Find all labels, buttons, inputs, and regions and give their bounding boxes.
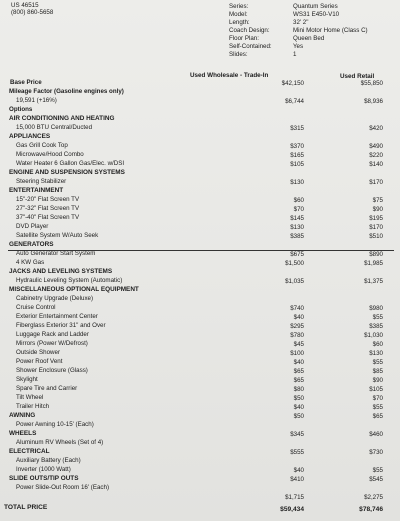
retail-value: $1,375	[364, 278, 383, 285]
row-label: Aluminum RV Wheels (Set of 4)	[16, 439, 104, 446]
wholesale-value: $295	[290, 323, 304, 330]
spec-label: Slides:	[229, 51, 248, 58]
row-label: Skylight	[16, 376, 38, 383]
retail-value: $55	[372, 467, 383, 474]
row-label: Satellite System W/Auto Seek	[16, 232, 99, 239]
wholesale-value: $40	[293, 467, 304, 474]
section-heading: AIR CONDITIONING AND HEATING	[9, 115, 115, 122]
retail-value: $545	[369, 476, 383, 483]
row-label: 15"-20" Flat Screen TV	[16, 196, 80, 203]
retail-value: $90	[372, 377, 383, 384]
section-heading: GENERATORS	[9, 241, 54, 248]
retail-column-header: Used Retail	[340, 73, 375, 80]
row-label: Power Slide-Out Room 16' (Each)	[16, 484, 109, 491]
retail-value: $105	[369, 386, 383, 393]
wholesale-value: $80	[293, 386, 304, 393]
zip-text: US 46515	[11, 2, 39, 9]
row-label: Luggage Rack and Ladder	[16, 331, 89, 338]
retail-value: $8,936	[364, 98, 383, 105]
row-label: Options	[9, 106, 33, 113]
row-label: Auto Generator Start System	[16, 250, 96, 257]
row-label: Tilt Wheel	[16, 394, 44, 401]
row-label: DVD Player	[16, 223, 49, 230]
row-label: Water Heater 6 Gallon Gas/Elec. w/DSI	[16, 160, 125, 167]
retail-value: $510	[369, 233, 383, 240]
row-label: 15,000 BTU Central/Ducted	[16, 124, 93, 131]
retail-value: $60	[372, 341, 383, 348]
retail-value: $85	[372, 368, 383, 375]
retail-value: $55,850	[360, 80, 383, 87]
wholesale-value: $45	[293, 341, 304, 348]
wholesale-value: $315	[290, 125, 304, 132]
retail-value: $385	[369, 323, 383, 330]
wholesale-value: $130	[290, 224, 304, 231]
wholesale-value: $370	[290, 143, 304, 150]
wholesale-value: $65	[293, 377, 304, 384]
retail-value: $75	[372, 197, 383, 204]
retail-value: $490	[369, 143, 383, 150]
wholesale-value: $60	[293, 197, 304, 204]
row-label: Spare Tire and Carrier	[16, 385, 78, 392]
section-heading: SLIDE OUTS/TIP OUTS	[9, 475, 79, 482]
wholesale-value: $780	[290, 332, 304, 339]
wholesale-value: $1,715	[285, 494, 304, 501]
row-label: Power Awning 10-15' (Each)	[16, 421, 94, 428]
spec-value: WS31 E450-V10	[293, 11, 340, 18]
section-heading: MISCELLANEOUS OPTIONAL EQUIPMENT	[9, 286, 139, 293]
spec-label: Self-Contained:	[229, 43, 272, 50]
row-label: Mirrors (Power W/Defrost)	[16, 340, 88, 347]
retail-value: $1,985	[364, 260, 383, 267]
section-heading: AWNING	[9, 412, 36, 419]
wholesale-value: $1,500	[285, 260, 304, 267]
row-label: Cruise Control	[16, 304, 56, 311]
retail-value: $55	[372, 404, 383, 411]
wholesale-column-header: Used Wholesale - Trade-In	[190, 72, 269, 79]
row-label: Inverter (1000 Watt)	[16, 466, 71, 473]
spec-label: Floor Plan:	[229, 35, 259, 42]
wholesale-value: $165	[290, 152, 304, 159]
wholesale-value: $740	[290, 305, 304, 312]
row-label: Outside Shower	[16, 349, 61, 356]
row-label: Shower Enclosure (Glass)	[16, 367, 88, 374]
section-heading: WHEELS	[9, 430, 37, 437]
retail-value: $220	[369, 152, 383, 159]
spec-value: 1	[293, 51, 297, 58]
wholesale-value: $50	[293, 395, 304, 402]
wholesale-value: $40	[293, 359, 304, 366]
row-label: 4 KW Gas	[16, 259, 45, 266]
wholesale-value: $100	[290, 350, 304, 357]
retail-value: $90	[372, 206, 383, 213]
spec-value: Quantum Series	[293, 3, 338, 10]
total-retail: $78,746	[359, 506, 383, 513]
spec-value: Queen Bed	[293, 35, 325, 42]
wholesale-value: $105	[290, 161, 304, 168]
retail-value: $65	[372, 413, 383, 420]
spec-label: Coach Design:	[229, 27, 270, 34]
spec-label: Series:	[229, 3, 249, 10]
wholesale-value: $410	[290, 476, 304, 483]
row-label: Fiberglass Exterior 31" and Over	[16, 322, 106, 329]
retail-value: $55	[372, 359, 383, 366]
retail-value: $460	[369, 431, 383, 438]
row-label: Microwave/Hood Combo	[16, 151, 84, 158]
wholesale-value: $385	[290, 233, 304, 240]
section-heading: ELECTRICAL	[9, 448, 50, 455]
retail-value: $70	[372, 395, 383, 402]
spec-label: Model:	[229, 11, 248, 18]
retail-value: $980	[369, 305, 383, 312]
row-label: Gas Grill Cook Top	[16, 142, 68, 149]
row-label: Base Price	[10, 79, 42, 86]
wholesale-value: $555	[290, 449, 304, 456]
row-label: Hydraulic Leveling System (Automatic)	[16, 277, 123, 284]
retail-value: $140	[369, 161, 383, 168]
row-label: 27"-32" Flat Screen TV	[16, 205, 80, 212]
retail-value: $55	[372, 314, 383, 321]
wholesale-value: $6,744	[285, 98, 304, 105]
total-wholesale: $59,434	[280, 506, 304, 513]
section-heading: APPLIANCES	[9, 133, 51, 140]
row-label: Mileage Factor (Gasoline engines only)	[9, 88, 124, 95]
wholesale-value: $65	[293, 368, 304, 375]
retail-value: $195	[369, 215, 383, 222]
wholesale-value: $40	[293, 404, 304, 411]
phone-text: (800) 860-5658	[11, 9, 54, 16]
row-label: Cabinetry Upgrade (Deluxe)	[16, 295, 94, 302]
wholesale-value: $675	[290, 251, 304, 258]
row-label: Auxiliary Battery (Each)	[16, 457, 81, 464]
retail-value: $890	[369, 251, 383, 258]
section-heading: JACKS AND LEVELING SYSTEMS	[9, 268, 113, 275]
retail-value: $420	[369, 125, 383, 132]
row-label: Trailer Hitch	[16, 403, 50, 410]
wholesale-value: $130	[290, 179, 304, 186]
retail-value: $170	[369, 224, 383, 231]
wholesale-value: $1,035	[285, 278, 304, 285]
wholesale-value: $70	[293, 206, 304, 213]
wholesale-value: $40	[293, 314, 304, 321]
wholesale-value: $145	[290, 215, 304, 222]
divider-line	[8, 250, 394, 251]
wholesale-value: $50	[293, 413, 304, 420]
spec-label: Length:	[229, 19, 250, 26]
retail-value: $1,030	[364, 332, 383, 339]
row-label: Steering Stabilizer	[16, 178, 67, 185]
retail-value: $730	[369, 449, 383, 456]
row-label: 37"-40" Flat Screen TV	[16, 214, 80, 221]
section-heading: ENGINE AND SUSPENSION SYSTEMS	[9, 169, 125, 176]
wholesale-value: $345	[290, 431, 304, 438]
row-label: Exterior Entertainment Center	[16, 313, 98, 320]
row-label: Power Roof Vent	[16, 358, 63, 365]
total-label: TOTAL PRICE	[4, 504, 48, 511]
spec-value: Mini Motor Home (Class C)	[293, 27, 368, 34]
retail-value: $2,275	[364, 494, 383, 501]
wholesale-value: $42,150	[281, 80, 304, 87]
spec-value: Yes	[293, 43, 304, 50]
spec-value: 32' 2"	[293, 19, 309, 26]
retail-value: $170	[369, 179, 383, 186]
retail-value: $130	[369, 350, 383, 357]
row-label: 19,591 (+16%)	[16, 97, 57, 104]
section-heading: ENTERTAINMENT	[9, 187, 64, 194]
